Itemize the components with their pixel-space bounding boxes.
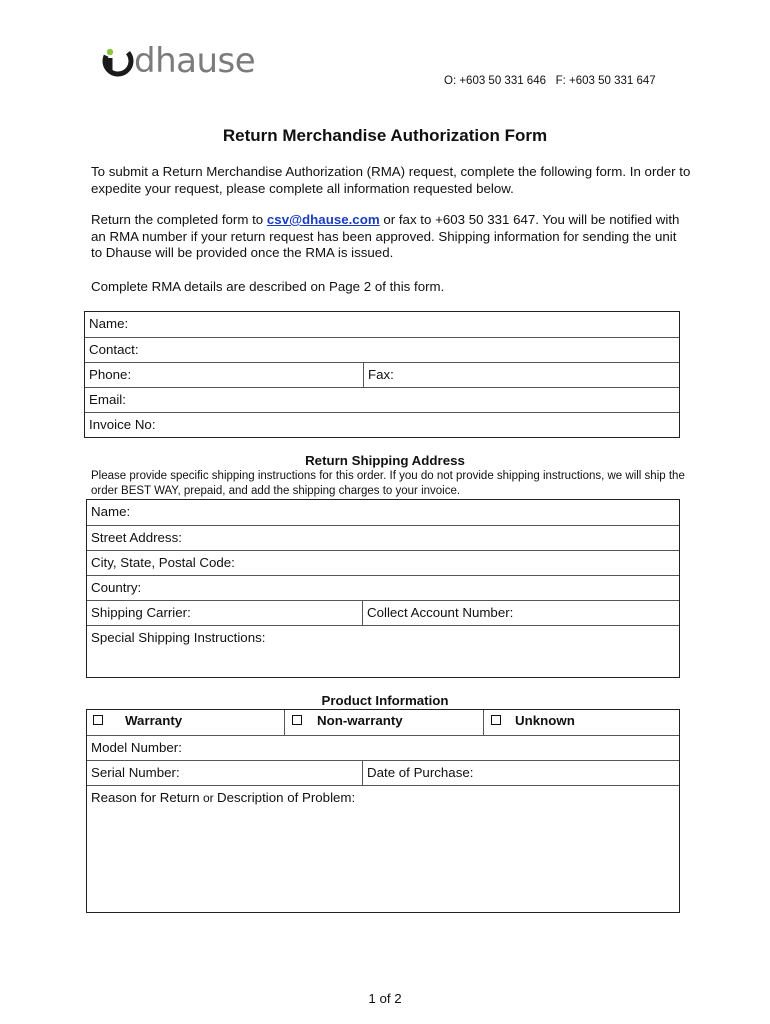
- intro-paragraph-3: Complete RMA details are described on Page 2 of this form.: [91, 279, 445, 294]
- name-row[interactable]: [85, 312, 679, 337]
- ship-name-row[interactable]: [87, 500, 679, 525]
- model-label: Model Number:: [91, 740, 182, 755]
- serial-row[interactable]: [87, 760, 679, 785]
- intro-text-before: Return the completed form to: [91, 212, 267, 227]
- intro-paragraph-1: To submit a Return Merchandise Authorization (RMA) request, complete the following form. In order to expedite your request, please complete all information requested below.: [91, 164, 691, 196]
- special-instructions-label: Special Shipping Instructions:: [91, 630, 266, 645]
- city-label: City, State, Postal Code:: [91, 555, 235, 570]
- shipping-note: Please provide specific shipping instructions for this order. If you do not provide shipping instructions, we will ship the order BEST WAY, prepaid, and add the shipping charges to your invoice.: [91, 470, 685, 497]
- name-label: Name:: [89, 316, 129, 331]
- fax-label: Fax:: [368, 367, 394, 382]
- brand-name: dhause: [134, 41, 256, 81]
- warranty-row: [87, 710, 679, 735]
- phone-label: Phone:: [89, 367, 132, 382]
- reason-row[interactable]: [87, 785, 679, 912]
- city-row[interactable]: [87, 550, 679, 575]
- carrier-label: Shipping Carrier:: [91, 605, 191, 620]
- customer-table: [84, 311, 680, 438]
- warranty-checkbox[interactable]: [93, 715, 103, 725]
- unknown-checkbox[interactable]: [491, 715, 501, 725]
- email-label: Email:: [89, 392, 126, 407]
- invoice-label: Invoice No:: [89, 417, 156, 432]
- street-label: Street Address:: [91, 530, 182, 545]
- street-row[interactable]: [87, 525, 679, 550]
- contact-label: Contact:: [89, 342, 139, 357]
- intro-paragraph-2: [91, 212, 691, 262]
- page-number: 1 of 2: [368, 991, 402, 1006]
- reason-description-text: Description of Problem:: [217, 790, 356, 805]
- collect-account-label: Collect Account Number:: [367, 605, 514, 620]
- non-warranty-label: Non-warranty: [317, 713, 403, 728]
- model-row[interactable]: [87, 735, 679, 760]
- contact-numbers: O: +603 50 331 646 F: +603 50 331 647: [444, 75, 656, 87]
- column-divider: [363, 363, 364, 387]
- special-instructions-row[interactable]: [87, 625, 679, 677]
- column-divider: [284, 710, 285, 735]
- shipping-table: [86, 499, 680, 678]
- unknown-label: Unknown: [515, 713, 575, 728]
- non-warranty-checkbox[interactable]: [292, 715, 302, 725]
- reason-or-text: or: [199, 791, 217, 805]
- email-link[interactable]: csv@dhause.com: [266, 212, 380, 227]
- country-label: Country:: [91, 580, 142, 595]
- contact-row[interactable]: [85, 337, 679, 362]
- page-title: Return Merchandise Authorization Form: [222, 126, 548, 145]
- column-divider: [483, 710, 484, 735]
- product-section-title: Product Information: [321, 693, 449, 708]
- reason-text: Reason for Return: [91, 790, 200, 805]
- invoice-row[interactable]: [85, 412, 679, 437]
- ship-name-label: Name:: [91, 504, 131, 519]
- product-table: [86, 709, 680, 913]
- intro-text-after: or fax to +603 50 331 647. You will be notified with an RMA number if your return request has been approved. Shipping information for sending the unit to Dhause will be provided once the RMA is issued.: [91, 212, 680, 260]
- carrier-row[interactable]: [87, 600, 679, 625]
- column-divider: [362, 761, 363, 785]
- column-divider: [362, 601, 363, 625]
- phone-fax-row[interactable]: [85, 362, 679, 387]
- country-row[interactable]: [87, 575, 679, 600]
- shipping-section-title: Return Shipping Address: [305, 453, 465, 468]
- purchase-date-label: Date of Purchase:: [367, 765, 474, 780]
- serial-label: Serial Number:: [91, 765, 180, 780]
- reason-label: [91, 790, 355, 805]
- email-row[interactable]: [85, 387, 679, 412]
- warranty-label: Warranty: [125, 713, 183, 728]
